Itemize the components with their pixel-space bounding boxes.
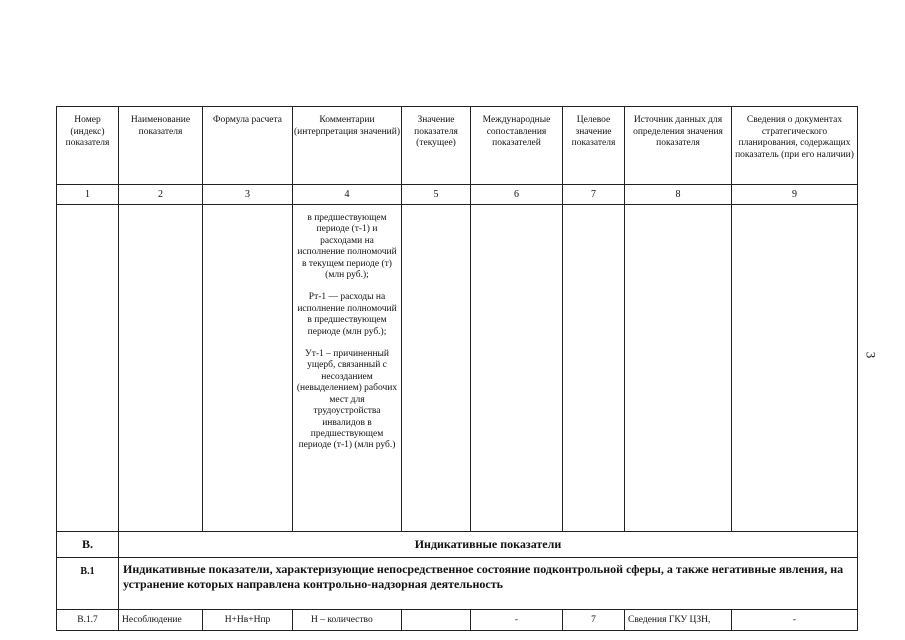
header-name: Наименование показателя (119, 107, 203, 185)
header-index: Номер (индекс) показателя (57, 107, 119, 185)
column-number: 1 (57, 185, 119, 205)
column-number: 6 (471, 185, 563, 205)
row-name: Несоблюдение (119, 610, 203, 631)
header-international: Международные сопоставления показателей (471, 107, 563, 185)
comment-paragraph: в предшествующем периоде (т-1) и расходами на исполнение полномочий в текущем периоде (т) (млн руб.); (297, 213, 397, 281)
comment-paragraph: Рт-1 — расходы на исполнение полномочий в предшествующем периоде (млн руб.); (297, 292, 397, 337)
row-source: Сведения ГКУ ЦЗН, (625, 610, 732, 631)
empty-cell (471, 205, 563, 532)
header-row (57, 107, 858, 185)
row-documents: - (732, 610, 858, 631)
empty-cell (402, 205, 471, 532)
column-number: 7 (563, 185, 625, 205)
empty-cell (203, 205, 293, 532)
table-row (57, 610, 858, 631)
column-number: 9 (732, 185, 858, 205)
empty-cell (625, 205, 732, 532)
empty-cell (732, 205, 858, 532)
section-b1-code: В.1 (57, 558, 119, 610)
column-number: 8 (625, 185, 732, 205)
column-number: 2 (119, 185, 203, 205)
column-number: 4 (293, 185, 402, 205)
section-b-title: Индикативные показатели (119, 532, 858, 558)
comment-paragraph: Ут-1 – причиненный ущерб, связанный с несозданием (невыделением) рабочих мест для трудоустройства инвалидов в предшествующем периоде (т-1) (млн руб.) (296, 349, 398, 451)
section-b-row (57, 532, 858, 558)
column-number-row (57, 185, 858, 205)
header-strategic-docs: Сведения о документах стратегического планирования, содержащих показатель (при его наличии) (732, 107, 858, 185)
indicators-table (56, 106, 858, 631)
row-international: - (471, 610, 563, 631)
row-code: В.1.7 (57, 610, 119, 631)
header-data-source: Источник данных для определения значения показателя (625, 107, 732, 185)
continuation-row (57, 205, 858, 532)
column-number: 3 (203, 185, 293, 205)
empty-cell (563, 205, 625, 532)
row-current-value (402, 610, 471, 631)
section-b-code: В. (57, 532, 119, 558)
section-b1-title: Индикативные показатели, характеризующие непосредственное состояние подконтрольной сферы, а также негативные явления, на устранение которых направлена контрольно-надзорная деятельность (119, 558, 858, 610)
empty-cell (119, 205, 203, 532)
row-comment: Н – количество (293, 610, 402, 631)
row-target: 7 (563, 610, 625, 631)
header-comments: Комментарии (интерпретация значений) (293, 107, 402, 185)
column-number: 5 (402, 185, 471, 205)
section-b1-row (57, 558, 858, 610)
header-formula: Формула расчета (203, 107, 293, 185)
comment-cell (293, 205, 402, 532)
empty-cell (57, 205, 119, 532)
header-current-value: Значение показателя (текущее) (402, 107, 471, 185)
header-target-value: Целевое значение показателя (563, 107, 625, 185)
row-formula: Н+Нв+Нпр (203, 610, 293, 631)
page-number-marker: 3 (863, 351, 879, 359)
